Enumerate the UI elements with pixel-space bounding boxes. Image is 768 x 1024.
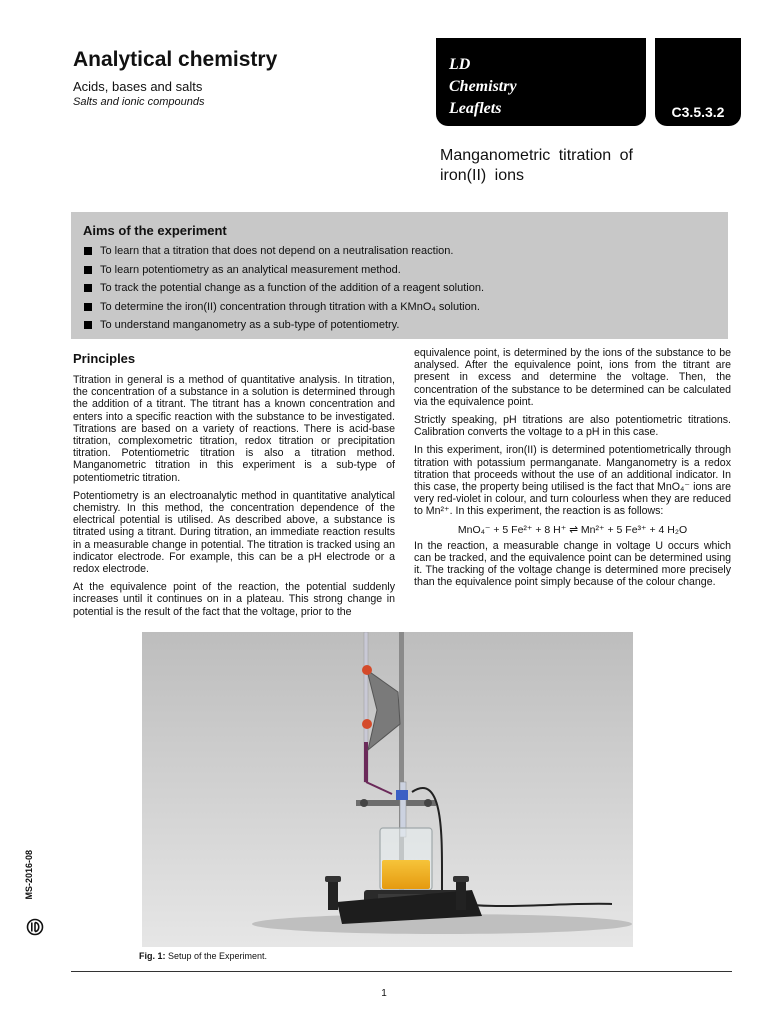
left-column xyxy=(73,374,395,624)
section-subtitle: Acids, bases and salts xyxy=(73,79,203,94)
square-bullet-icon xyxy=(84,284,92,292)
aims-item xyxy=(83,316,728,335)
figure-caption-label: Fig. 1: xyxy=(139,951,166,961)
paragraph: In the reaction, a measurable change in voltage U occurs which can be tracked, and the equivalence point can be determined using it. The tracking of the voltage change is determined more precisely than the equivalence point simply because of the colour change. xyxy=(414,539,731,589)
square-bullet-icon xyxy=(84,303,92,311)
aims-item-text: To determine the iron(II) concentration through titration with a KMnO₄ solution. xyxy=(100,300,480,313)
paragraph: In this experiment, iron(II) is determined potentiometrically through titration with potassium permanganate. Manganometry is a redox titration that proceeds without the use of an additional indicator. In this case, the property being utilised is the fact that MnO₄⁻ ions are very red-violet in colour, and turn colourless when they are reduced to Mn²⁺. In this experiment, the reaction is as follows: xyxy=(414,444,731,518)
aims-item xyxy=(83,261,728,280)
square-bullet-icon xyxy=(84,321,92,329)
square-bullet-icon xyxy=(84,266,92,274)
leaflet-code-box xyxy=(655,38,741,126)
brand-line: Leaflets xyxy=(449,100,502,117)
aims-item-text: To understand manganometry as a sub-type of potentiometry. xyxy=(100,319,400,331)
paragraph: Titration in general is a method of quantitative analysis. In titration, the concentration of a substance in a solution is determined through the addition of a titrant. The titrant has a known concentration and enters into a specific reaction with the substance to be investigated. Titrations are based on a variety of reactions. There is acid-base titration, complexometric titration, redox titration or precipitation titration. Potentiometric titration is also a titration method. Manganometric titration in this experiment is a sub-type of potentiometric titration. xyxy=(73,374,395,484)
paragraph: Potentiometry is an electroanalytic method in quantitative analytical chemistry. In this method, the concentration dependence of the electrical potential is utilised. As described above, a substance is titrated using a titrant. During titration, an immediate reaction results in a measurable change in potential. The titration is tracked using an indicator electrode. For example, this can be a pH electrode or a redox electrode. xyxy=(73,489,395,576)
document-code: MS-2016-08 xyxy=(24,850,34,900)
reaction-equation: MnO₄⁻ + 5 Fe²⁺ + 8 H⁺ ⇌ Mn²⁺ + 5 Fe³⁺ + 4 H₂O xyxy=(457,523,688,536)
section-title: Analytical chemistry xyxy=(73,48,278,71)
right-column xyxy=(414,347,731,595)
paragraph: At the equivalence point of the reaction, the potential suddenly increases until it continues on in a plateau. This strong change in potential is the result of the fact that the voltage, prior to the xyxy=(73,581,395,618)
principles-heading: Principles xyxy=(73,351,136,366)
aims-item-text: To track the potential change as a function of the addition of a reagent solution. xyxy=(100,282,485,294)
square-bullet-icon xyxy=(84,247,92,255)
leaflet-code: C3.5.3.2 xyxy=(671,104,725,120)
brand-box xyxy=(436,38,646,126)
figure-caption-text: Setup of the Experiment. xyxy=(165,951,268,961)
aims-item xyxy=(83,298,728,317)
brand-line: Chemistry xyxy=(449,78,517,95)
aims-item-text: To learn that a titration that does not depend on a neutralisation reaction. xyxy=(100,245,454,257)
document-title: Manganometric titration of iron(II) ions xyxy=(440,147,633,184)
experiment-setup-photo xyxy=(142,632,633,947)
figure-caption xyxy=(139,951,267,961)
aims-box xyxy=(71,212,728,339)
aims-list xyxy=(83,242,728,335)
section-subsubtitle: Salts and ionic compounds xyxy=(73,96,205,108)
aims-item-text: To learn potentiometry as an analytical measurement method. xyxy=(100,263,401,276)
aims-heading: Aims of the experiment xyxy=(83,223,227,238)
ld-logo-icon xyxy=(26,918,44,936)
page-number: 1 xyxy=(381,988,387,999)
footer-divider xyxy=(71,971,732,972)
aims-item xyxy=(83,279,728,298)
paragraph: equivalence point, is determined by the ions of the substance to be analysed. After the equivalence point, ions from the titrant are present in excess and determine the voltage. Then, the concentration of the substance to be determined can be calculated via the equivalence point. xyxy=(414,347,731,408)
aims-item xyxy=(83,242,728,261)
brand-line: LD xyxy=(449,56,471,73)
paragraph: Strictly speaking, pH titrations are also potentiometric titrations. Calibration converts the voltage to a pH in this case. xyxy=(414,414,731,439)
